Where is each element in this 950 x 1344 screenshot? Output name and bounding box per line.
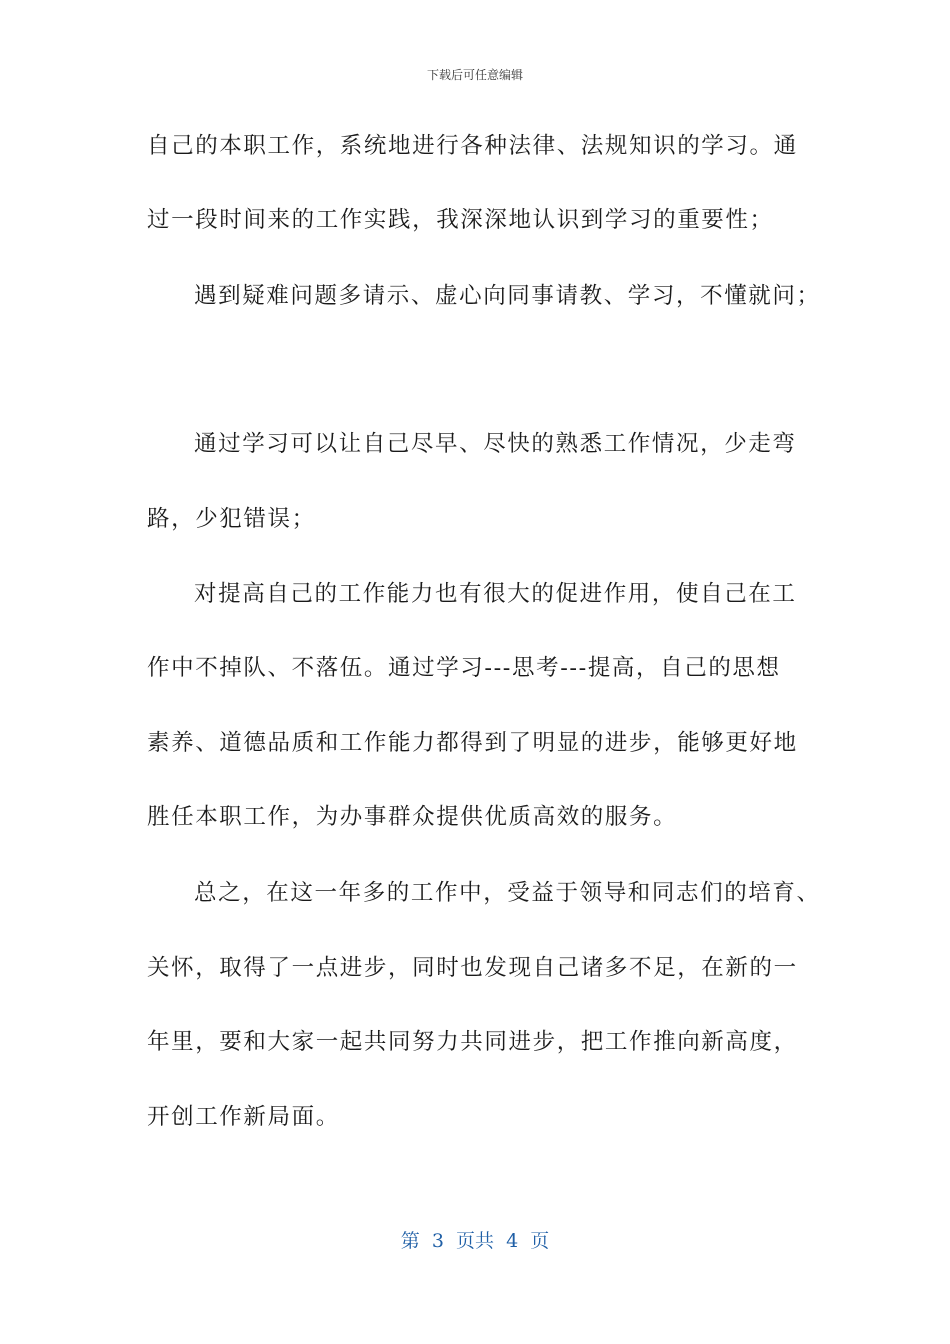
body-line: 关怀，取得了一点进步，同时也发现自己诸多不足，在新的一 <box>147 955 798 981</box>
body-line: 过一段时间来的工作实践，我深深地认识到学习的重要性； <box>147 207 774 233</box>
header-note: 下载后可任意编辑 <box>426 68 523 82</box>
body-line: 年里，要和大家一起共同努力共同进步，把工作推向新高度， <box>147 1029 798 1055</box>
page-number-footer: 第 3 页共 4 页 <box>400 1230 550 1252</box>
body-line: 总之，在这一年多的工作中，受益于领导和同志们的培育、 <box>194 880 821 906</box>
body-line: 胜任本职工作，为办事群众提供优质高效的服务。 <box>147 804 678 830</box>
body-line: 路，少犯错误； <box>147 506 316 532</box>
body-line: 作中不掉队、不落伍。通过学习---思考---提高，自己的思想 <box>147 655 781 681</box>
body-line: 对提高自己的工作能力也有很大的促进作用，使自己在工 <box>194 581 797 607</box>
body-line: 开创工作新局面。 <box>147 1104 340 1130</box>
body-line: 素养、道德品质和工作能力都得到了明显的进步，能够更好地 <box>147 730 798 756</box>
body-line: 通过学习可以让自己尽早、尽快的熟悉工作情况，少走弯 <box>194 431 797 457</box>
body-line: 自己的本职工作，系统地进行各种法律、法规知识的学习。通 <box>147 133 798 159</box>
body-line: 遇到疑难问题多请示、虚心向同事请教、学习，不懂就问； <box>194 283 821 309</box>
